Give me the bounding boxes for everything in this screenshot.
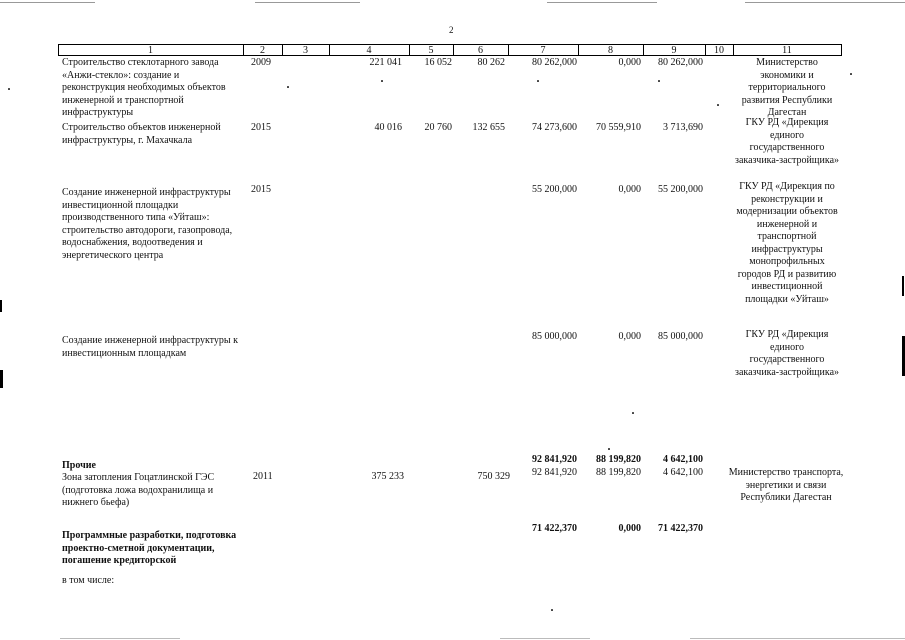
value-col8: 0,000 — [618, 331, 641, 342]
col-number: 7 — [540, 45, 546, 56]
responsible-org: Министерство экономики и территориального развития Республики Дагестан — [741, 57, 833, 118]
section-total-col7: 92 841,920 — [532, 454, 577, 465]
value-col7: 74 273,600 — [532, 122, 577, 133]
project-name: Создание инженерной инфраструктуры инвестиционной площадки производственного типа «Уйташ»: строительство автодороги, газопровода, водоснабжения, водоотведения и энергетического центра — [62, 187, 233, 261]
year: 2011 — [253, 471, 273, 482]
scan-rule — [255, 2, 360, 3]
value-col9: 4 642,100 — [663, 467, 703, 478]
value-col6: 80 262 — [477, 57, 505, 68]
project-name: Программные разработки, подготовка проектно-сметной документации, погашение кредиторской — [62, 530, 237, 566]
col-number: 3 — [303, 45, 308, 56]
col-number: 5 — [428, 45, 434, 56]
value-col8: 0,000 — [618, 184, 641, 195]
scan-mark — [902, 276, 904, 296]
responsible-org: ГКУ РД «Дирекция по реконструкции и модернизации объектов инженерной и транспортной инфраструктуры монопрофильных городов РД и развитию инвестиционной площадки «Уйташ» — [736, 181, 838, 305]
col-number: 9 — [671, 45, 677, 56]
value-col8: 70 559,910 — [596, 122, 641, 133]
scan-rule — [0, 2, 95, 3]
section-total-col9: 4 642,100 — [663, 454, 703, 465]
value-col4: 375 233 — [371, 471, 404, 482]
col-number: 10 — [714, 45, 724, 56]
scan-mark — [0, 300, 2, 312]
value-col4: 40 016 — [374, 122, 402, 133]
col-number: 1 — [148, 45, 153, 56]
year: 2015 — [251, 122, 271, 133]
value-col9: 80 262,000 — [658, 57, 703, 68]
value-col9: 3 713,690 — [663, 122, 703, 133]
responsible-org: ГКУ РД «Дирекция единого государственного заказчика-застройщика» — [735, 329, 840, 378]
value-col6: 750 329 — [477, 471, 510, 482]
value-col5: 16 052 — [424, 57, 452, 68]
value-col7: 80 262,000 — [532, 57, 577, 68]
value-col9: 85 000,000 — [658, 331, 703, 342]
value-col6: 132 655 — [472, 122, 505, 133]
page-number: 2 — [449, 25, 454, 35]
value-col8: 0,000 — [618, 57, 641, 68]
project-name: Строительство стеклотарного завода «Анжи-стекло»: создание и реконструкция необходимых объектов инженерной и транспортной инфраструктуры — [62, 57, 226, 118]
value-col7: 55 200,000 — [532, 184, 577, 195]
scan-mark — [0, 370, 3, 388]
value-col9: 55 200,000 — [658, 184, 703, 195]
footer-note: в том числе: — [62, 575, 115, 586]
scan-rule — [547, 2, 657, 3]
value-col7: 92 841,920 — [532, 467, 577, 478]
project-name: Строительство объектов инженерной инфраструктуры, г. Махачкала — [62, 122, 221, 146]
section-total-col8: 88 199,820 — [596, 454, 641, 465]
section-title: Прочие — [62, 460, 96, 471]
responsible-org: Министерство транспорта, энергетики и связи Республики Дагестан — [728, 467, 844, 503]
value-col7: 85 000,000 — [532, 331, 577, 342]
col-number: 6 — [478, 45, 483, 56]
year: 2015 — [251, 184, 271, 195]
scan-rule — [745, 2, 905, 3]
project-name: Зона затопления Гоцатлинской ГЭС (подготовка ложа водохранилища и нижнего бьефа) — [62, 472, 215, 508]
project-name: Создание инженерной инфраструктуры к инвестиционным площадкам — [62, 335, 238, 359]
col-number: 11 — [782, 45, 792, 56]
col-number: 2 — [260, 45, 265, 56]
value-col7: 71 422,370 — [532, 523, 577, 534]
value-col4: 221 041 — [369, 57, 402, 68]
col-number: 4 — [366, 45, 372, 56]
value-col8: 0,000 — [618, 523, 641, 534]
year: 2009 — [251, 57, 271, 68]
value-col8: 88 199,820 — [596, 467, 641, 478]
col-number: 8 — [608, 45, 613, 56]
value-col5: 20 760 — [424, 122, 452, 133]
responsible-org: ГКУ РД «Дирекция единого государственного заказчика-застройщика» — [735, 117, 840, 166]
value-col9: 71 422,370 — [658, 523, 703, 534]
